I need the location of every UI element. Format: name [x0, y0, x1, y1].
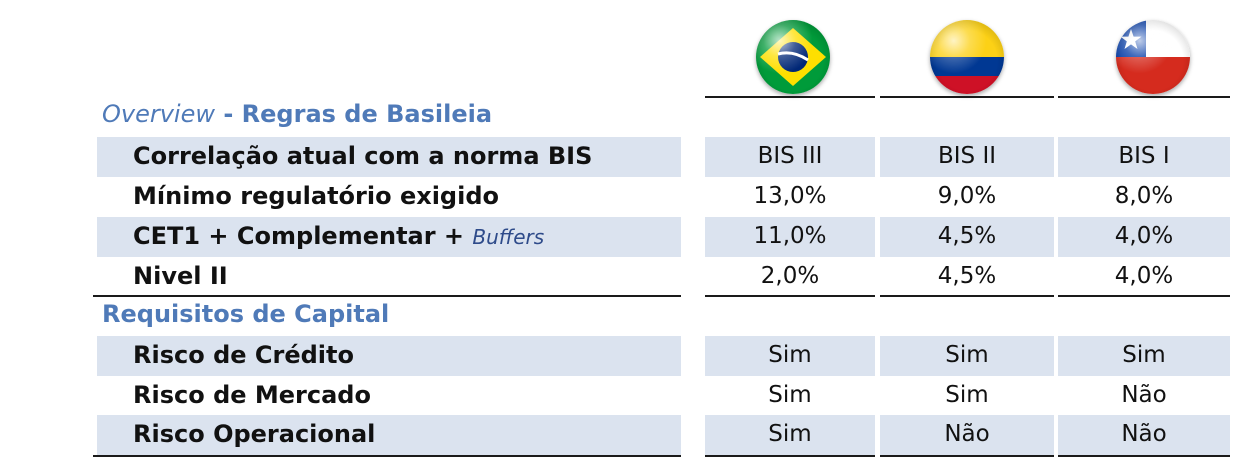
cell-brazil: 2,0% — [760, 263, 820, 289]
row-label: Risco de Crédito — [133, 341, 354, 369]
cell-chile: 4,0% — [1114, 263, 1174, 289]
brazil-flag-icon — [756, 20, 830, 94]
cell-chile: 4,0% — [1114, 223, 1174, 249]
bottom-rule — [880, 455, 1054, 457]
cell-chile: Não — [1121, 382, 1167, 408]
cell-colombia: Não — [944, 421, 990, 447]
cell-colombia: Sim — [945, 342, 989, 368]
cell-brazil: 13,0% — [753, 183, 827, 209]
cell-brazil: Sim — [768, 382, 812, 408]
section-rule — [705, 295, 875, 297]
cell-brazil: BIS III — [757, 143, 823, 169]
row-label: Risco Operacional — [133, 420, 376, 448]
section-title-text: - Regras de Basileia — [215, 100, 493, 128]
section-rule — [93, 295, 681, 297]
section-title-overview — [102, 100, 492, 128]
cell-chile: BIS I — [1118, 143, 1170, 169]
cell-colombia: Sim — [945, 382, 989, 408]
row-label: Correlação atual com a norma BIS — [133, 142, 593, 170]
section-rule — [880, 295, 1054, 297]
row-label: Mínimo regulatório exigido — [133, 182, 499, 210]
cell-chile: Não — [1121, 421, 1167, 447]
column-rule — [1058, 96, 1230, 98]
cell-chile: Sim — [1122, 342, 1166, 368]
cell-brazil: Sim — [768, 421, 812, 447]
cell-colombia: 4,5% — [937, 223, 997, 249]
row-label — [133, 222, 544, 250]
chile-flag-icon — [1116, 20, 1190, 94]
colombia-flag-icon — [930, 20, 1004, 94]
section-title-italic: Overview — [102, 100, 215, 128]
cell-colombia: 4,5% — [937, 263, 997, 289]
column-rule — [880, 96, 1054, 98]
cell-chile: 8,0% — [1114, 183, 1174, 209]
bottom-rule — [1058, 455, 1230, 457]
cell-brazil: 11,0% — [753, 223, 827, 249]
bottom-rule — [93, 455, 681, 457]
cell-colombia: BIS II — [937, 143, 997, 169]
cell-brazil: Sim — [768, 342, 812, 368]
bottom-rule — [705, 455, 875, 457]
row-label: Risco de Mercado — [133, 381, 371, 409]
row-label: Nivel II — [133, 262, 228, 290]
row-label-text: CET1 + Complementar + — [133, 222, 473, 250]
cell-colombia: 9,0% — [937, 183, 997, 209]
section-title-capital: Requisitos de Capital — [102, 300, 390, 328]
section-rule — [1058, 295, 1230, 297]
row-label-italic: Buffers — [472, 225, 545, 249]
column-rule — [705, 96, 875, 98]
